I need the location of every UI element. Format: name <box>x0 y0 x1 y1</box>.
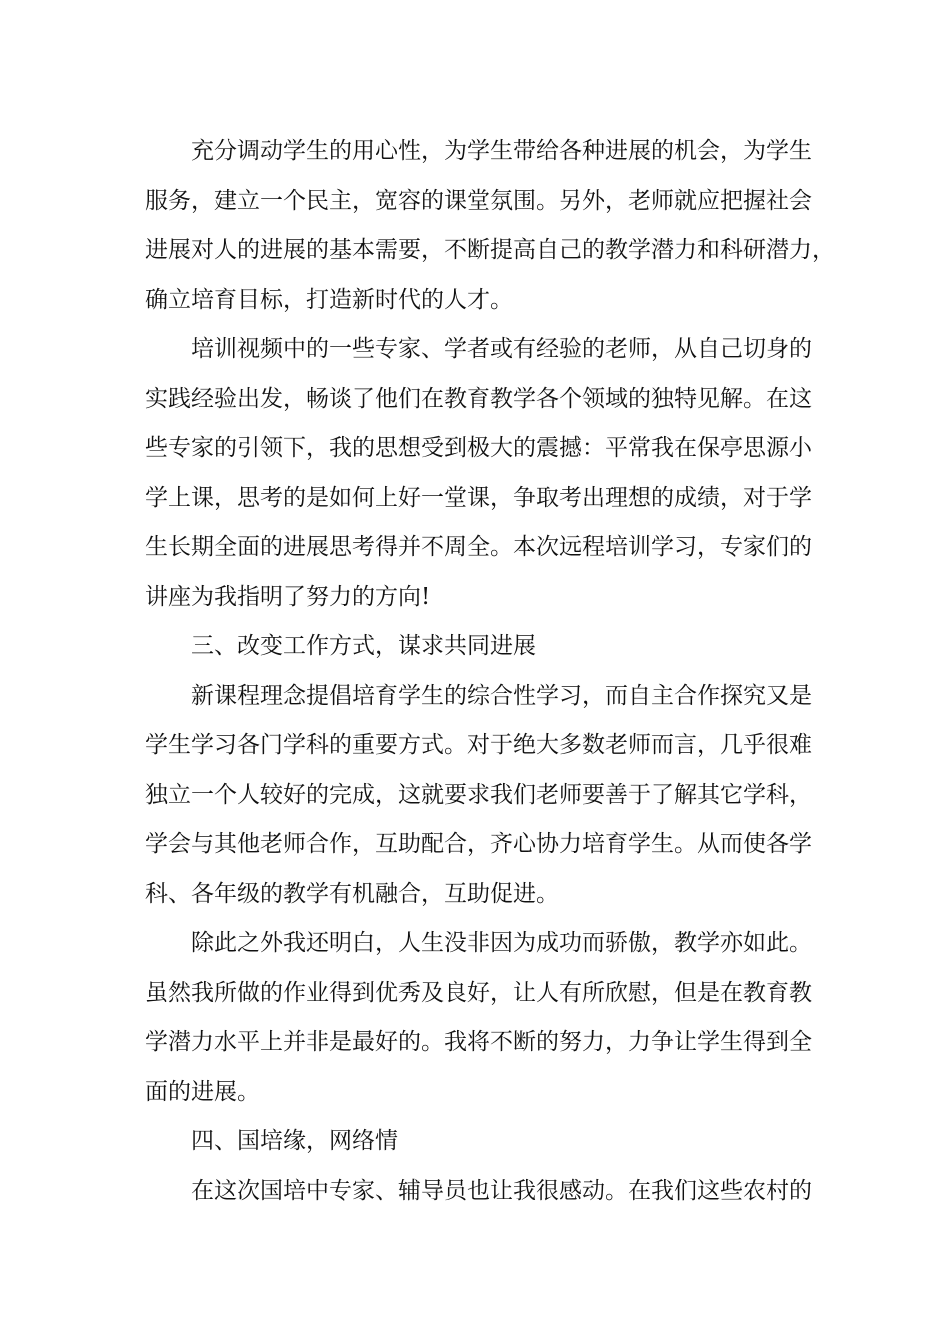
text-line: 讲座为我指明了努力的方向! <box>145 583 431 610</box>
text-line: 独立一个人较好的完成，这就要求我们老师要善于了解其它学科， <box>145 781 812 808</box>
text-line: 进展对人的进展的基本需要，不断提高自己的教学潜力和科研潜力， <box>145 237 835 263</box>
text-line: 些专家的引领下，我的思想受到极大的震撼：平常我在保亭思源小 <box>145 435 812 461</box>
paragraph-7 <box>145 1167 825 1217</box>
paragraph-1 <box>145 127 835 325</box>
paragraph-4 <box>145 672 825 920</box>
text-line: 面的进展。 <box>145 1078 260 1105</box>
text-line: 生长期全面的进展思考得并不周全。本次远程培训学习，专家们的 <box>145 534 812 560</box>
text-line: 确立培育目标，打造新时代的人才。 <box>145 286 513 313</box>
paragraph-5 <box>145 919 825 1117</box>
text-line: 在这次国培中专家、辅导员也让我很感动。在我们这些农村的 <box>191 1177 812 1204</box>
text-line: 服务，建立一个民主，宽容的课堂氛围。另外，老师就应把握社会 <box>145 187 812 214</box>
text-line: 除此之外我还明白，人生没非因为成功而骄傲，教学亦如此。 <box>191 930 812 956</box>
heading-line: 四、国培缘，网络情 <box>191 1128 398 1154</box>
section-heading-3 <box>145 622 825 672</box>
text-line: 充分调动学生的用心性，为学生带给各种进展的机会，为学生 <box>191 138 812 164</box>
text-line: 学会与其他老师合作，互助配合，齐心协力培育学生。从而使各学 <box>145 831 812 857</box>
heading-line: 三、改变工作方式，谋求共同进展 <box>191 633 536 659</box>
text-line: 虽然我所做的作业得到优秀及良好，让人有所欣慰，但是在教育教 <box>145 979 812 1006</box>
text-line: 科、各年级的教学有机融合，互助促进。 <box>145 880 559 907</box>
text-line: 新课程理念提倡培育学生的综合性学习，而自主合作探究又是 <box>191 682 812 709</box>
document-body <box>145 127 835 1216</box>
text-line: 学生学习各门学科的重要方式。对于绝大多数老师而言，几乎很难 <box>145 732 812 758</box>
text-line: 培训视频中的一些专家、学者或有经验的老师，从自己切身的 <box>191 336 812 362</box>
text-line: 学潜力水平上并非是最好的。我将不断的努力，力争让学生得到全 <box>145 1029 812 1055</box>
section-heading-4 <box>145 1117 825 1167</box>
text-line: 实践经验出发，畅谈了他们在教育教学各个领域的独特见解。在这 <box>145 385 812 412</box>
text-line: 学上课，思考的是如何上好一堂课，争取考出理想的成绩，对于学 <box>145 484 812 511</box>
paragraph-2 <box>145 325 825 622</box>
